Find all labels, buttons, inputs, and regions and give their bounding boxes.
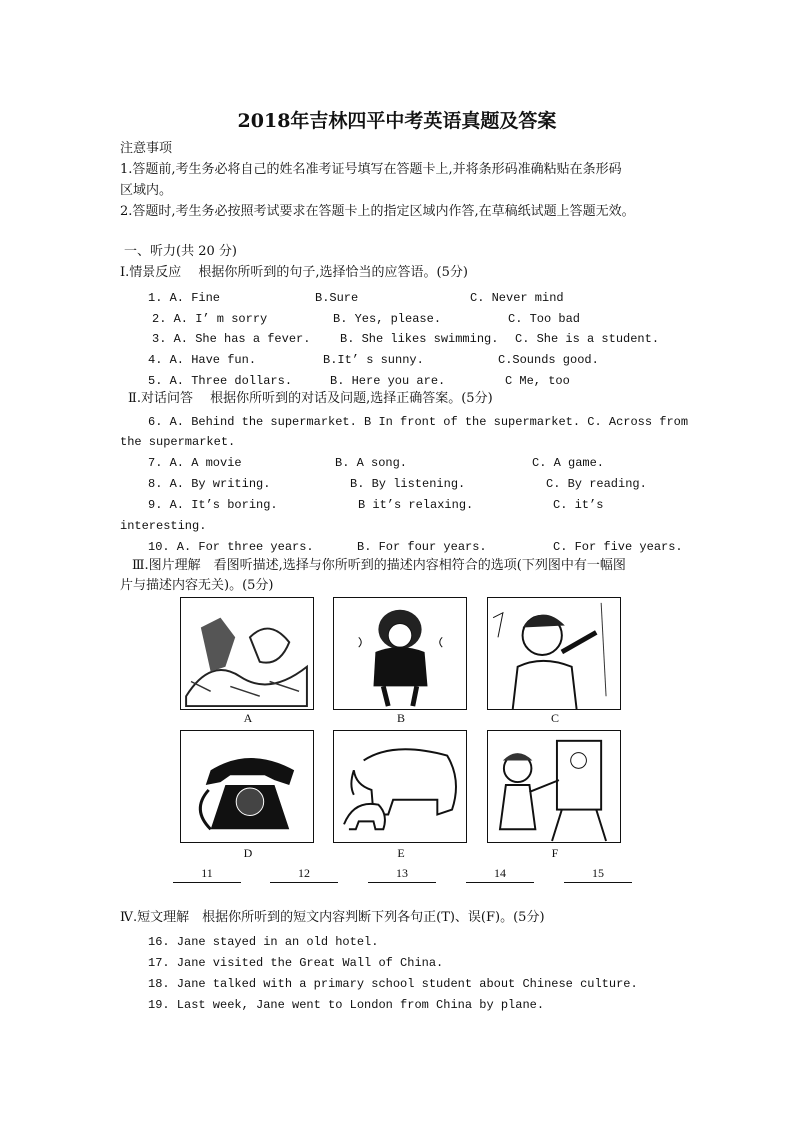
question-option-a: 1. A. Fine <box>148 291 221 305</box>
note-2: 2.答题时,考生务必按照考试要求在答题卡上的指定区域内作答,在草稿纸试题上答题无效。 <box>120 204 635 219</box>
question-option-c: C Me, too <box>505 374 570 388</box>
question-6: 6. A. Behind the supermarket. B In front of the supermarket. C. Across from <box>148 415 689 429</box>
picture-b-cold-person <box>333 597 467 710</box>
question-option-b: B. She likes swimming. <box>340 332 499 346</box>
picture-e-elephants <box>333 730 467 843</box>
question-option-a: 2. A. I’ m sorry <box>152 312 268 326</box>
part3-heading: Ⅲ.图片理解 看图听描述,选择与你所听到的描述内容相符合的选项(下列图中有一幅图 <box>132 558 626 573</box>
question-option-b: B it’s relaxing. <box>358 498 474 512</box>
part4-heading: Ⅳ.短文理解 根据你所听到的短文内容判断下列各句正(T)、误(F)。(5分) <box>120 910 545 925</box>
part1-heading: Ⅰ.情景反应 根据你所听到的句子,选择恰当的应答语。(5分) <box>120 265 468 280</box>
question-option-c: C. Never mind <box>470 291 564 305</box>
statement-19: 19. Last week, Jane went to London from China by plane. <box>148 998 545 1012</box>
answer-blank-15[interactable]: 15 <box>564 866 632 883</box>
picture-a-mountain-scene <box>180 597 314 710</box>
notes-heading: 注意事项 <box>120 141 173 156</box>
question-option-a: 9. A. It’s boring. <box>148 498 278 512</box>
question-10-b: B. For four years. <box>357 540 487 554</box>
picture-label-c: C <box>550 711 559 725</box>
question-option-c: C. it’s <box>553 498 604 512</box>
question-9-cont: interesting. <box>120 519 207 533</box>
picture-label-b: B <box>396 711 405 725</box>
answer-blank-12[interactable]: 12 <box>270 866 338 883</box>
picture-c-singing-boy <box>487 597 621 710</box>
question-option-a: 8. A. By writing. <box>148 477 271 491</box>
picture-label-e: E <box>397 846 405 860</box>
question-option-b: B.Sure <box>315 291 359 305</box>
answer-blank-11[interactable]: 11 <box>173 866 241 883</box>
question-option-b: B. By listening. <box>350 477 466 491</box>
note-1-cont: 区域内。 <box>120 183 173 198</box>
part3-heading-cont: 片与描述内容无关)。(5分) <box>120 578 274 593</box>
question-option-a: 7. A. A movie <box>148 456 242 470</box>
question-6-cont: the supermarket. <box>120 435 236 449</box>
question-option-b: B. Yes, please. <box>333 312 442 326</box>
picture-label-f: F <box>551 846 559 860</box>
answer-blank-13[interactable]: 13 <box>368 866 436 883</box>
answer-blank-14[interactable]: 14 <box>466 866 534 883</box>
question-option-b: B. A song. <box>335 456 408 470</box>
question-option-a: 3. A. She has a fever. <box>152 332 311 346</box>
question-option-b: B.It’ s sunny. <box>323 353 424 367</box>
picture-label-a: A <box>243 711 253 725</box>
statement-16: 16. Jane stayed in an old hotel. <box>148 935 379 949</box>
question-option-b: B. Here you are. <box>330 374 446 388</box>
picture-f-girl-painting <box>487 730 621 843</box>
question-option-c: C.Sounds good. <box>498 353 599 367</box>
page-title: 2018年吉林四平中考英语真题及答案 <box>237 110 557 132</box>
statement-17: 17. Jane visited the Great Wall of China. <box>148 956 444 970</box>
picture-label-d: D <box>243 846 253 860</box>
question-option-c: C. By reading. <box>546 477 647 491</box>
question-option-c: C. She is a student. <box>515 332 660 346</box>
question-option-a: 4. A. Have fun. <box>148 353 257 367</box>
question-option-a: 5. A. Three dollars. <box>148 374 293 388</box>
picture-d-telephone <box>180 730 314 843</box>
question-option-c: C. A game. <box>532 456 605 470</box>
question-10-a: 10. A. For three years. <box>148 540 314 554</box>
part2-heading: Ⅱ.对话问答 根据你所听到的对话及问题,选择正确答案。(5分) <box>128 391 493 406</box>
statement-18: 18. Jane talked with a primary school student about Chinese culture. <box>148 977 638 991</box>
question-option-c: C. Too bad <box>508 312 581 326</box>
note-1: 1.答题前,考生务必将自己的姓名准考证号填写在答题卡上,并将条形码准确粘贴在条形码 <box>120 162 622 177</box>
question-10-c: C. For five years. <box>553 540 683 554</box>
section-listening-heading: 一、听力(共 20 分) <box>124 244 237 259</box>
